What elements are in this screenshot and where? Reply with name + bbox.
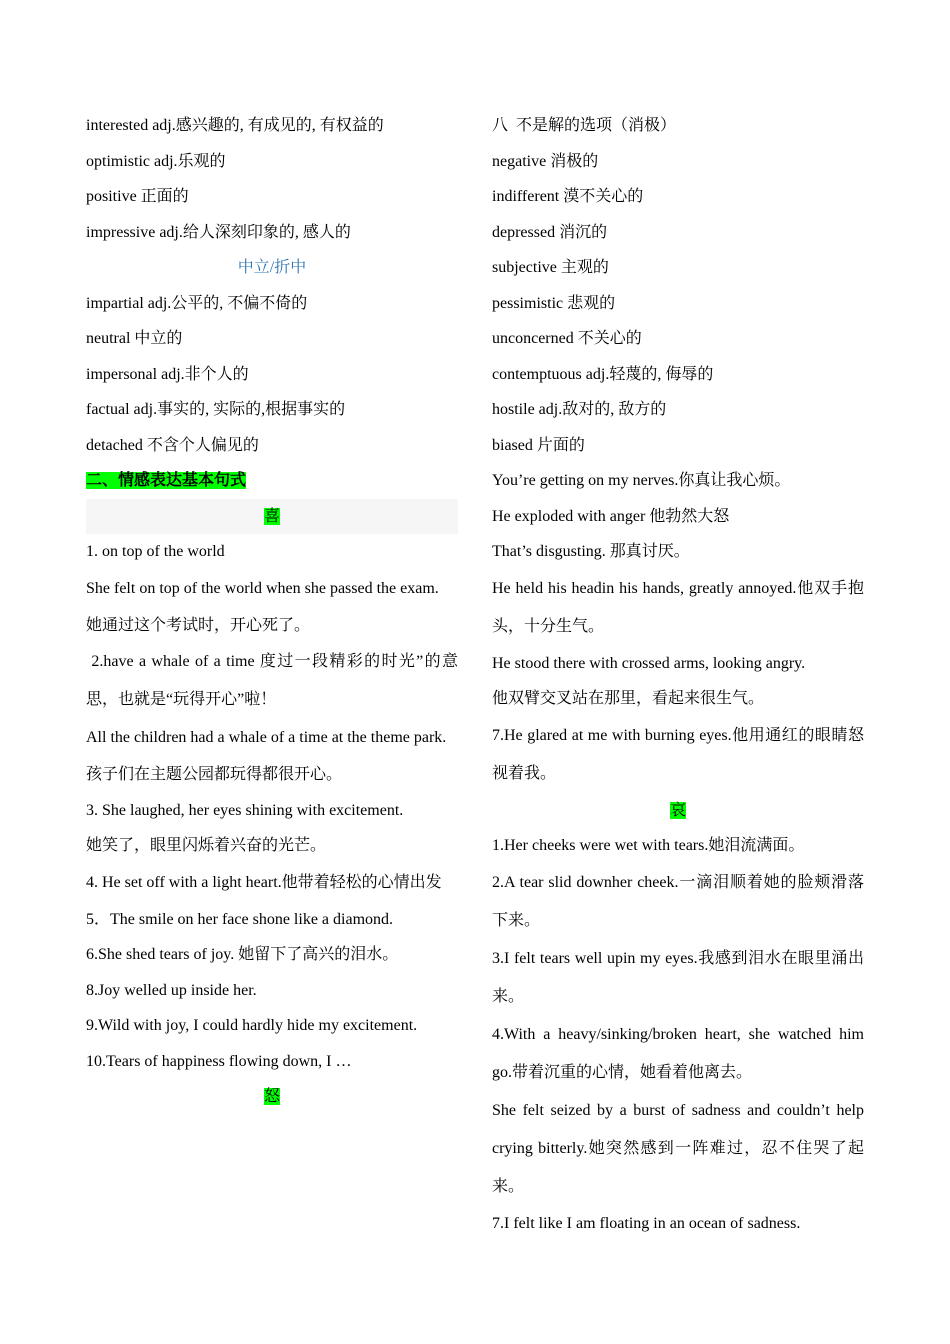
- anger-sentence: That’s disgusting. 那真讨厌。: [492, 543, 690, 560]
- sorrow-sentence: 4.With a heavy/sinking/broken heart, she watched him go.带着沉重的心情，她看着他离去。: [492, 1025, 864, 1081]
- vocab-line: impersonal adj.非个人的: [86, 365, 249, 383]
- sorrow-sentence: 3.I felt tears well upin my eyes.我感到泪水在眼里涌出来。: [492, 949, 864, 1005]
- anger-sentence: 7.He glared at me with burning eyes.他用通红的眼睛怒视着我。: [492, 726, 864, 782]
- vocab-line: factual adj.事实的, 实际的,根据事实的: [86, 401, 346, 418]
- anger-sentence: You’re getting on my nerves.你真让我心烦。: [492, 472, 791, 489]
- sorrow-sentence: She felt seized by a burst of sadness and couldn’t help crying bitterly.她突然感到一阵难过，忍不住哭了起来。: [492, 1101, 864, 1195]
- joy-example: She felt on top of the world when she passed the exam.: [86, 579, 439, 597]
- joy-translation: 她笑了，眼里闪烁着兴奋的光芒。: [86, 837, 327, 854]
- joy-item: 3. She laughed, her eyes shining with excitement.: [86, 801, 404, 819]
- joy-item: 8.Joy welled up inside her.: [86, 981, 257, 999]
- vocab-line: interested adj.感兴趣的, 有成见的, 有权益的: [86, 117, 384, 134]
- joy-item: 6.She shed tears of joy. 她留下了高兴的泪水。: [86, 946, 399, 963]
- anger-sentence: He held his headin his hands, greatly annoyed.他双手抱头，十分生气。: [492, 579, 864, 635]
- vocab-line: positive 正面的: [86, 188, 189, 205]
- sorrow-sentence: 7.I felt like I am floating in an ocean of sadness.: [492, 1214, 801, 1232]
- anger-sentence: He stood there with crossed arms, looking angry.: [492, 654, 806, 672]
- vocab-line: optimistic adj.乐观的: [86, 152, 226, 170]
- anger-translation: 他双臂交叉站在那里，看起来很生气。: [492, 690, 765, 707]
- vocab-line: impartial adj.公平的, 不偏不倚的: [86, 294, 308, 312]
- vocab-line: negative 消极的: [492, 152, 599, 170]
- anger-heading: 怒: [263, 1088, 280, 1105]
- vocab-line: hostile adj.敌对的, 敌方的: [492, 401, 667, 418]
- vocab-line: detached 不含个人偏见的: [86, 436, 259, 454]
- joy-translation: 她通过这个考试时，开心死了。: [86, 616, 311, 634]
- vocab-line: pessimistic 悲观的: [492, 294, 616, 312]
- section-title: 二、情感表达基本句式: [86, 472, 247, 489]
- joy-item: 4. He set off with a light heart.他带着轻松的心情出发: [86, 873, 442, 891]
- joy-example: All the children had a whale of a time at the theme park.: [86, 729, 447, 746]
- sorrow-sentence: 2.A tear slid downher cheek.一滴泪顺着她的脸颊滑落下来。: [492, 873, 864, 929]
- joy-item: 10.Tears of happiness flowing down, I …: [86, 1052, 352, 1070]
- vocab-line: subjective 主观的: [492, 259, 609, 276]
- sorrow-heading: 哀: [669, 801, 686, 819]
- joy-translation: 孩子们在主题公园都玩得都很开心。: [86, 766, 343, 783]
- vocab-line: unconcerned 不关心的: [492, 330, 642, 347]
- vocab-line: neutral 中立的: [86, 330, 183, 347]
- joy-item: 5．The smile on her face shone like a diamond.: [86, 910, 394, 928]
- joy-item: 9.Wild with joy, I could hardly hide my excitement.: [86, 1017, 418, 1034]
- vocab-line: biased 片面的: [492, 436, 585, 454]
- sorrow-sentence: 1.Her cheeks were wet with tears.她泪流满面。: [492, 837, 805, 854]
- joy-item: 2.have a whale of a time 度过一段精彩的时光”的意思，也就是“玩得开心”啦！: [86, 653, 459, 708]
- right-column: [492, 108, 864, 1241]
- joy-heading: 喜: [263, 507, 280, 525]
- neutral-heading: 中立/折中: [237, 259, 307, 276]
- vocab-line: contemptuous adj.轻蔑的, 侮辱的: [492, 365, 714, 383]
- vocab-line: depressed 消沉的: [492, 223, 608, 241]
- anger-sentence: He exploded with anger 他勃然大怒: [492, 507, 730, 525]
- vocab-line: impressive adj.给人深刻印象的, 感人的: [86, 223, 351, 241]
- negative-heading: 八 不是解的选项（消极）: [492, 117, 677, 134]
- joy-item: 1. on top of the world: [86, 543, 225, 560]
- vocab-line: indifferent 漠不关心的: [492, 188, 644, 205]
- left-column: [86, 108, 458, 1115]
